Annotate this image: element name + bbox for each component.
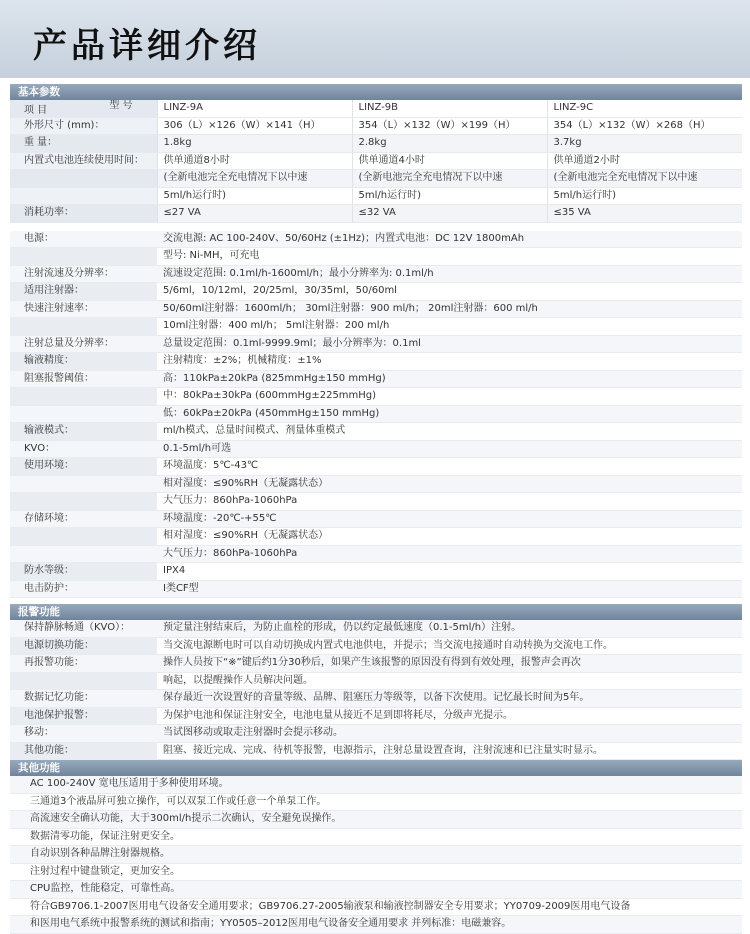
list-item	[10, 811, 742, 829]
spec-value: 环境温度：5℃-43℃	[157, 458, 742, 476]
spec-label: 注射总量及分辨率：	[10, 335, 157, 353]
alarm-label: 电池保护报警：	[10, 707, 157, 725]
spec-value: ≤32 VA	[352, 205, 547, 223]
spec-value: 0.1-5ml/h可选	[157, 440, 742, 458]
spec-value: 注射精度：±2%；机械精度：±1%	[157, 353, 742, 371]
feature-text: CPU监控，性能稳定，可靠性高。	[10, 881, 742, 899]
spec-value: 低：60kPa±20kPa (450mmHg±150 mmHg)	[157, 405, 742, 423]
spec-row	[10, 388, 742, 406]
spec-value: ml/h模式、总量时间模式、剂量体重模式	[157, 423, 742, 441]
list-item	[10, 776, 742, 793]
spec-row	[10, 248, 742, 266]
alarm-value: 阻塞、接近完成、完成、待机等报警，电源指示，注射总量设置查询，注射流速和已注量实时显示。	[157, 742, 742, 760]
product-details	[10, 84, 742, 934]
spec-label: 消耗功率：	[10, 205, 157, 223]
alarm-row	[10, 655, 742, 673]
model-name: LINZ-9B	[352, 100, 547, 117]
spec-value: 5ml/h运行时)	[157, 187, 352, 205]
alarm-label: 其他功能：	[10, 742, 157, 760]
feature-text: 注射过程中键盘锁定，更加安全。	[10, 863, 742, 881]
feature-text: 三通道3个液晶屏可独立操作，可以双泵工作或任意一个单泵工作。	[10, 793, 742, 811]
spec-label	[10, 528, 157, 546]
spec-value: ≤35 VA	[547, 205, 742, 223]
feature-text: 高流速安全确认功能，大于300ml/h提示二次确认，安全避免误操作。	[10, 811, 742, 829]
spec-label	[10, 187, 157, 205]
spec-label	[10, 493, 157, 511]
list-item	[10, 881, 742, 899]
list-item	[10, 898, 742, 916]
list-item	[10, 828, 742, 846]
spec-row	[10, 493, 742, 511]
spec-value: 354（L）×132（W）×199（H）	[352, 117, 547, 135]
feature-text: 符合GB9706.1-2007医用电气设备安全通用要求；GB9706.27-2005输液泵和输液控制器安全专用要求；YY0709-2009医用电气设备	[10, 898, 742, 916]
spec-label: 使用环境：	[10, 458, 157, 476]
spec-value: 354（L）×132（W）×268（H）	[547, 117, 742, 135]
spec-label: 输液精度：	[10, 353, 157, 371]
spec-label: 适用注射器：	[10, 283, 157, 301]
alarm-value: 预定量注射结束后，为防止血栓的形成，仍以约定最低速度（0.1-5ml/h）注射。	[157, 620, 742, 637]
spec-row	[10, 353, 742, 371]
spec-value: I类CF型	[157, 580, 742, 598]
spec-label: KVO：	[10, 440, 157, 458]
basic-params-header: 基本参数	[10, 84, 742, 100]
spec-value: (全新电池完全充电情况下以中速	[157, 170, 352, 188]
list-item	[10, 793, 742, 811]
spec-value: 5ml/h运行时)	[547, 187, 742, 205]
spec-value: 交流电源: AC 100-240V、50/60Hz (±1Hz)；内置式电池：DC 12V 1800mAh	[157, 231, 742, 248]
spec-value: IPX4	[157, 563, 742, 581]
spec-row	[10, 231, 742, 248]
spec-row	[10, 475, 742, 493]
other-features-header: 其他功能	[10, 760, 742, 776]
spec-value: 供单通道2小时	[547, 152, 742, 170]
alarm-table	[10, 620, 742, 760]
spec-row	[10, 545, 742, 563]
spec-table	[10, 231, 742, 599]
alarm-label: 电源切换功能：	[10, 637, 157, 655]
alarm-label: 移动：	[10, 725, 157, 743]
model-header-row	[10, 100, 742, 117]
spec-value: 5/6ml，10/12ml，20/25ml，30/35ml，50/60ml	[157, 283, 742, 301]
alarm-value: 当试图移动或取走注射器时会提示移动。	[157, 725, 742, 743]
corner-cell	[10, 100, 157, 117]
spec-value: 供单通道8小时	[157, 152, 352, 170]
alarm-label: 再报警功能：	[10, 655, 157, 673]
spec-row	[10, 187, 742, 205]
spec-label: 内置式电池连续使用时间：	[10, 152, 157, 170]
feature-text: 和医用电气系统中报警系统的测试和指南；YY0505–2012医用电气设备安全通用要求 并列标准：电磁兼容。	[10, 916, 742, 934]
spec-label	[10, 475, 157, 493]
alarm-value: 当交流电源断电时可以自动切换成内置式电池供电，并提示；当交流电接通时自动转换为交流电工作。	[157, 637, 742, 655]
spec-row	[10, 440, 742, 458]
spec-label: 快速注射速率：	[10, 300, 157, 318]
spec-value: 相对湿度：≤90%RH（无凝露状态）	[157, 475, 742, 493]
spec-row	[10, 423, 742, 441]
list-item	[10, 916, 742, 934]
alarm-label: 数据记忆功能：	[10, 690, 157, 708]
spec-row	[10, 283, 742, 301]
spec-row	[10, 528, 742, 546]
spec-value: 流速设定范围: 0.1ml/h-1600ml/h；最小分辨率为: 0.1ml/h	[157, 265, 742, 283]
alarm-row	[10, 672, 742, 690]
other-features-list	[10, 776, 742, 934]
alarm-row	[10, 725, 742, 743]
alarm-header: 报警功能	[10, 604, 742, 620]
spec-value: 型号: Ni-MH，可充电	[157, 248, 742, 266]
spec-row	[10, 265, 742, 283]
alarm-value: 为保护电池和保证注射安全，电池电量从接近不足到即将耗尽，分级声光提示。	[157, 707, 742, 725]
alarm-row	[10, 742, 742, 760]
spec-row	[10, 580, 742, 598]
spec-row	[10, 117, 742, 135]
spec-label: 重 量：	[10, 135, 157, 153]
feature-text: 自动识别各种品牌注射器规格。	[10, 846, 742, 864]
spec-label: 防水等级：	[10, 563, 157, 581]
spec-label: 输液模式：	[10, 423, 157, 441]
model-name: LINZ-9C	[547, 100, 742, 117]
spec-row	[10, 152, 742, 170]
alarm-label: 保持静脉畅通（KVO）：	[10, 620, 157, 637]
spec-row	[10, 458, 742, 476]
alarm-row	[10, 637, 742, 655]
spec-value: 高：110kPa±20kPa (825mmHg±150 mmHg)	[157, 370, 742, 388]
spec-label	[10, 405, 157, 423]
spec-value: 大气压力：860hPa-1060hPa	[157, 493, 742, 511]
alarm-label	[10, 672, 157, 690]
alarm-row	[10, 620, 742, 637]
spec-value: 大气压力：860hPa-1060hPa	[157, 545, 742, 563]
spec-value: 中：80kPa±30kPa (600mmHg±225mmHg)	[157, 388, 742, 406]
spec-label	[10, 248, 157, 266]
spec-label	[10, 388, 157, 406]
alarm-row	[10, 690, 742, 708]
spec-label	[10, 170, 157, 188]
spec-row	[10, 170, 742, 188]
alarm-value: 保存最近一次设置好的音量等级、品牌、阻塞压力等级等，以备下次使用。记忆最长时间为5年。	[157, 690, 742, 708]
spec-label: 电源：	[10, 231, 157, 248]
page-title: 产品详细介绍	[33, 26, 261, 66]
spec-row	[10, 300, 742, 318]
corner-item-label: 项 目	[24, 104, 48, 116]
basic-params-table	[10, 100, 742, 223]
spec-value: 10ml注射器：400 ml/h； 5ml注射器：200 ml/h	[157, 318, 742, 336]
spec-value: 环境温度：-20℃-+55℃	[157, 510, 742, 528]
spec-value: 供单通道4小时	[352, 152, 547, 170]
spec-row	[10, 318, 742, 336]
spec-label: 注射流速及分辨率：	[10, 265, 157, 283]
spec-label	[10, 318, 157, 336]
list-item	[10, 846, 742, 864]
spec-value: ≤27 VA	[157, 205, 352, 223]
spec-row	[10, 205, 742, 223]
spec-label: 外形尺寸 (mm)：	[10, 117, 157, 135]
spec-value: (全新电池完全充电情况下以中速	[352, 170, 547, 188]
spec-row	[10, 563, 742, 581]
spec-value: 1.8kg	[157, 135, 352, 153]
spec-row	[10, 335, 742, 353]
feature-text: 数据清零功能，保证注射更安全。	[10, 828, 742, 846]
feature-text: AC 100-240V 宽电压适用于多种使用环境。	[10, 776, 742, 793]
spec-label: 电击防护：	[10, 580, 157, 598]
spec-row	[10, 370, 742, 388]
spec-row	[10, 405, 742, 423]
spec-value: 50/60ml注射器：1600ml/h； 30ml注射器：900 ml/h； 20ml注射器：600 ml/h	[157, 300, 742, 318]
alarm-value: 操作人员按下“※”键后约1分30秒后，如果产生该报警的原因没有得到有效处理，报警声会再次	[157, 655, 742, 673]
spec-value: 2.8kg	[352, 135, 547, 153]
spec-value: (全新电池完全充电情况下以中速	[547, 170, 742, 188]
spec-value: 相对湿度：≤90%RH（无凝露状态）	[157, 528, 742, 546]
spec-label	[10, 545, 157, 563]
spec-row	[10, 510, 742, 528]
list-item	[10, 863, 742, 881]
title-banner	[0, 0, 750, 78]
alarm-row	[10, 707, 742, 725]
spec-row	[10, 135, 742, 153]
model-name: LINZ-9A	[157, 100, 352, 117]
spec-label: 阻塞报警阈值：	[10, 370, 157, 388]
spec-value: 总量设定范围：0.1ml-9999.9ml；最小分辨率为：0.1ml	[157, 335, 742, 353]
corner-model-label: 型 号	[109, 100, 133, 111]
spec-label: 存储环境：	[10, 510, 157, 528]
alarm-value: 响起，以提醒操作人员解决问题。	[157, 672, 742, 690]
spec-value: 306（L）×126（W）×141（H）	[157, 117, 352, 135]
spec-value: 5ml/h运行时)	[352, 187, 547, 205]
spec-value: 3.7kg	[547, 135, 742, 153]
